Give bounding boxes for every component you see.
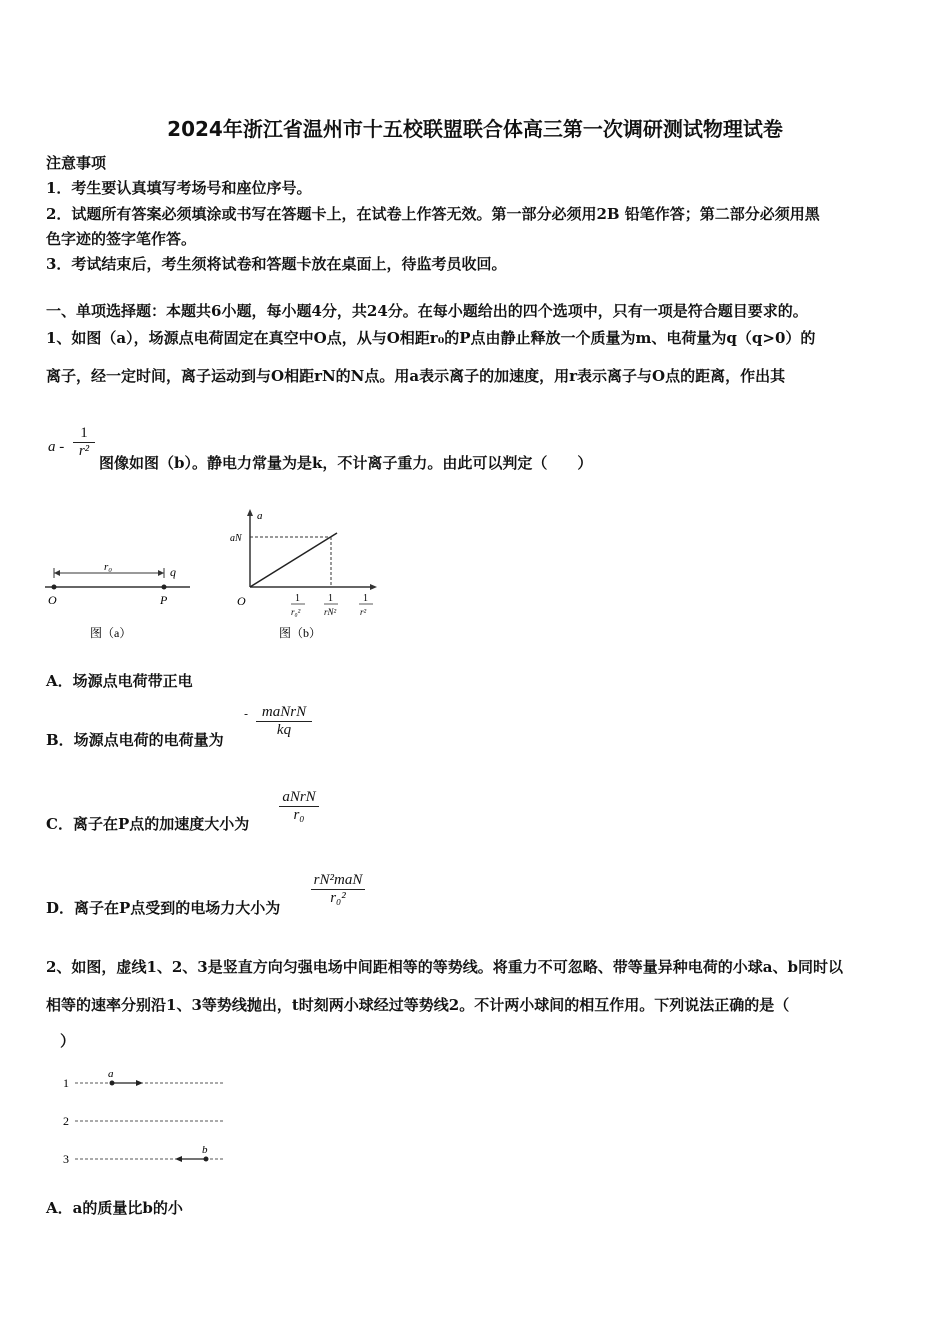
fig-b-an-label: aN — [230, 533, 242, 544]
q2-ball-a-arrow — [136, 1080, 143, 1086]
notice-heading: 注意事项 — [46, 154, 107, 172]
q1-option-c-fraction — [279, 789, 319, 824]
q1-option-b-fraction — [256, 704, 312, 739]
q1-line1: 1、如图（a），场源点电荷固定在真空中O点，从与O相距r₀的P点由静止释放一个质量为m、电荷量为q（q>0）的 — [46, 329, 816, 347]
q2-ball-b-label: b — [202, 1144, 208, 1156]
q2-line2: 相等的速率分别沿1、3等势线抛出，t时刻两小球经过等势线2。不计两小球间的相互作用。下列说法正确的是（ — [46, 996, 790, 1014]
fig-a-caption: 图（a） — [90, 626, 132, 640]
fig-b-tick1-num: 1 — [295, 593, 300, 604]
q1-formula-prefix: a - — [48, 439, 65, 455]
q2-line-2-label: 2 — [63, 1114, 69, 1128]
figure-b — [225, 505, 385, 645]
fig-b-tick1-den: r₀² — [291, 607, 301, 617]
q1-option-c: C．离子在P点的加速度大小为 — [46, 815, 250, 833]
fig-a-point-p — [162, 585, 167, 590]
fig-b-tick2-num: 1 — [328, 593, 333, 604]
q1-option-c-num: aNrN — [282, 789, 316, 805]
section-heading: 一、单项选择题：本题共6小题，每小题4分，共24分。在每小题给出的四个选项中，只有一项是符合题目要求的。 — [46, 302, 808, 320]
fig-a-o-label: O — [48, 593, 57, 607]
q1-option-d-fraction — [311, 872, 365, 907]
fig-b-o-label: O — [237, 594, 246, 608]
fig-b-caption: 图（b） — [279, 626, 322, 640]
notice-item-1: 1．考生要认真填写考场号和座位序号。 — [46, 179, 312, 197]
fig-a-point-o — [52, 585, 57, 590]
fig-b-data-line — [250, 533, 337, 587]
q2-line3: ） — [60, 1032, 76, 1050]
q2-line1: 2、如图，虚线1、2、3是竖直方向匀强电场中间距相等的等势线。将重力不可忽略、带等量异种电荷的小球a、b同时以 — [46, 958, 843, 976]
fig-b-axis-num: 1 — [363, 593, 368, 604]
fig-a-arrow-right — [158, 570, 164, 576]
q1-option-b-num: maNrN — [261, 704, 307, 720]
q1-option-d: D．离子在P点受到的电场力大小为 — [46, 899, 281, 917]
fig-a-q-label: q — [170, 565, 176, 579]
q1-option-d-num: rN²maN — [313, 872, 363, 888]
fig-b-axis-den: r² — [360, 607, 367, 617]
q2-line-3-label: 3 — [63, 1152, 69, 1166]
q1-option-b-sign: - — [244, 707, 249, 721]
q1-option-c-den: r₀ — [279, 806, 319, 824]
page-title: 2024年浙江省温州市十五校联盟联合体高三第一次调研测试物理试卷 — [167, 117, 783, 141]
fig-b-x-arrow — [370, 584, 377, 590]
fig-b-tick2-den: rN² — [324, 607, 337, 617]
fig-b-a-label: a — [257, 510, 263, 522]
q1-line2: 离子，经一定时间，离子运动到与O相距rN的N点。用a表示离子的加速度，用r表示离子与O点的距离，作出其 — [46, 367, 786, 385]
fig-b-y-arrow — [247, 509, 253, 516]
q2-figure — [55, 1065, 235, 1170]
fig-a-r0-label: r₀ — [104, 561, 113, 573]
figure-a — [40, 560, 200, 650]
fig-a-p-label: P — [160, 593, 168, 607]
notice-item-3: 3．考试结束后，考生须将试卷和答题卡放在桌面上，待监考员收回。 — [46, 255, 507, 273]
q2-ball-b-arrow — [175, 1156, 182, 1162]
q1-option-d-den: r₀² — [311, 889, 365, 907]
q1-option-a: A．场源点电荷带正电 — [46, 672, 193, 690]
notice-item-2: 2．试题所有答案必须填涂或书写在答题卡上，在试卷上作答无效。第一部分必须用2B 铅笔作答；第二部分必须用黑 — [46, 205, 820, 223]
notice-item-2-cont: 色字迹的签字笔作答。 — [46, 230, 197, 248]
fig-a-arrow-left — [54, 570, 60, 576]
q1-option-b: B．场源点电荷的电荷量为 — [46, 731, 224, 749]
q1-option-b-den: kq — [256, 721, 312, 739]
q1-line3: 图像如图（b）。静电力常量为是k，不计离子重力。由此可以判定（ ） — [99, 454, 593, 472]
q2-line-1-label: 1 — [63, 1076, 69, 1090]
q2-ball-a-label: a — [108, 1068, 114, 1080]
q1-formula-den: r² — [73, 442, 95, 460]
q1-formula-fraction — [73, 425, 95, 460]
q2-option-a: A．a的质量比b的小 — [46, 1199, 183, 1217]
q1-formula-num: 1 — [80, 425, 88, 441]
